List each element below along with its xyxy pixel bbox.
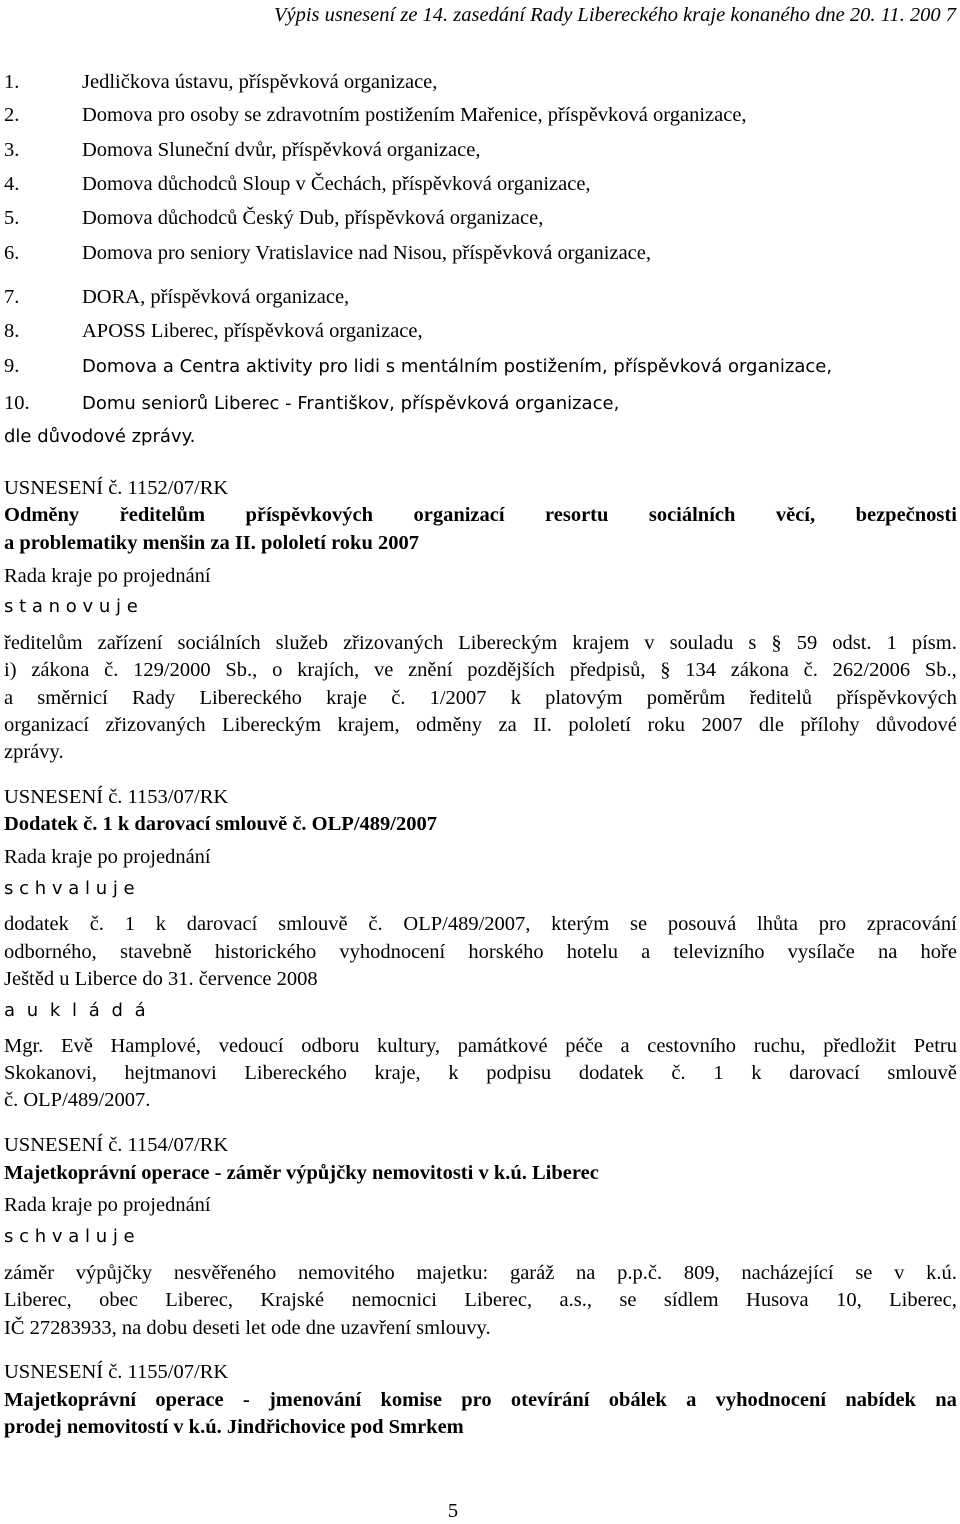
list-item-text: Domova důchodců Český Dub, příspěvková organizace, [82, 207, 544, 229]
resolution-1153-body-line3: Ještěd u Liberce do 31. července 2008 [4, 968, 318, 990]
list-item [4, 140, 480, 161]
list-item-text: Domova pro osoby se zdravotním postižením Mařenice, příspěvková organizace, [82, 104, 747, 126]
list-item [4, 287, 349, 308]
list-item-number: 4. [4, 173, 20, 195]
resolution-1153-body-line2: odborného, stavebně historického vyhodnocení horského hotelu a televizního vysílače na hoře [4, 941, 957, 963]
resolution-1152-body-line2: i) zákona č. 129/2000 Sb., o krajích, ve znění pozdějších předpisů, § 134 zákona č. 262/2006 Sb., [4, 659, 957, 681]
list-end: dle důvodové zprávy. [4, 426, 196, 447]
page-number: 5 [447, 1500, 459, 1522]
list-item-number: 3. [4, 139, 20, 161]
resolution-1154-body-line3: IČ 27283933, na dobu deseti let ode dne uzavření smlouvy. [4, 1317, 491, 1339]
list-item-number: 7. [4, 286, 20, 308]
list-item-text: Domova a Centra aktivity pro lidi s mentálním postižením, příspěvková organizace, [82, 356, 833, 377]
resolution-1153-verb: s c h v a l u j e [4, 878, 135, 899]
list-item-text: Domova důchodců Sloup v Čechách, příspěvková organizace, [82, 173, 591, 195]
list-item [4, 105, 747, 126]
resolution-1155-title-line1: Majetkoprávní operace - jmenování komise pro otevírání obálek a vyhodnocení nabídek na [4, 1389, 957, 1411]
resolution-1154-rada: Rada kraje po projednání [4, 1194, 211, 1216]
list-item [4, 393, 619, 414]
resolution-1152-number: USNESENÍ č. 1152/07/RK [4, 477, 229, 499]
list-item [4, 321, 423, 342]
resolution-1153-body2-line2: Skokanovi, hejtmanovi Libereckého kraje, k podpisu dodatek č. 1 k darovací smlouvě [4, 1062, 957, 1084]
resolution-1154-number: USNESENÍ č. 1154/07/RK [4, 1134, 229, 1156]
resolution-1155-number: USNESENÍ č. 1155/07/RK [4, 1361, 229, 1383]
list-item-number: 1. [4, 71, 20, 93]
list-item-text: Domova pro seniory Vratislavice nad Nisou, příspěvková organizace, [82, 242, 652, 264]
list-item [4, 208, 543, 229]
resolution-1153-title: Dodatek č. 1 k darovací smlouvě č. OLP/489/2007 [4, 813, 437, 835]
list-item-text: Domova Sluneční dvůr, příspěvková organizace, [82, 139, 481, 161]
resolution-1153-body-line1: dodatek č. 1 k darovací smlouvě č. OLP/489/2007, kterým se posouvá lhůta pro zpracování [4, 913, 957, 935]
resolution-1153-verb2: a u k l á d á [4, 1000, 149, 1021]
list-item-number: 9. [4, 355, 20, 377]
page-header: Výpis usnesení ze 14. zasedání Rady Libereckého kraje konaného dne 20. 11. 200 7 [273, 4, 956, 26]
resolution-1154-body-line2: Liberec, obec Liberec, Krajské nemocnici Liberec, a.s., se sídlem Husova 10, Liberec, [4, 1289, 957, 1311]
list-item-text: DORA, příspěvková organizace, [82, 286, 350, 308]
resolution-1153-body2-line3: č. OLP/489/2007. [4, 1089, 151, 1111]
list-item-number: 8. [4, 320, 20, 342]
resolution-1154-body-line1: záměr výpůjčky nesvěřeného nemovitého majetku: garáž na p.p.č. 809, nacházející se v k.ú. [4, 1262, 957, 1284]
resolution-1154-verb: s c h v a l u j e [4, 1226, 135, 1247]
list-item [4, 356, 832, 377]
list-item-text: Jedličkova ústavu, příspěvková organizace, [82, 71, 438, 93]
list-item [4, 72, 437, 93]
list-item-number: 10. [4, 392, 30, 414]
resolution-1152-rada: Rada kraje po projednání [4, 565, 211, 587]
resolution-1152-body-line4: organizací zřizovaných Libereckým krajem, odměny za II. pololetí roku 2007 dle přílohy důvodové [4, 714, 957, 736]
resolution-1152-title-line2: a problematiky menšin za II. pololetí roku 2007 [4, 532, 419, 554]
resolution-1153-body2-line1: Mgr. Evě Hamplové, vedoucí odboru kultury, památkové péče a cestovního ruchu, předložit Petru [4, 1035, 957, 1057]
resolution-1154-title: Majetkoprávní operace - záměr výpůjčky nemovitosti v k.ú. Liberec [4, 1162, 599, 1184]
list-item-text: APOSS Liberec, příspěvková organizace, [82, 320, 423, 342]
resolution-1152-body-line5: zprávy. [4, 741, 64, 763]
resolution-1152-title-line1: Odměny ředitelům příspěvkových organizací resortu sociálních věcí, bezpečnosti [4, 504, 957, 526]
list-item-number: 5. [4, 207, 20, 229]
list-item [4, 243, 651, 264]
list-item-text: Domu seniorů Liberec - Františkov, příspěvková organizace, [82, 393, 620, 414]
list-item [4, 174, 591, 195]
list-item-number: 6. [4, 242, 20, 264]
list-item-number: 2. [4, 104, 20, 126]
resolution-1152-body-line1: ředitelům zařízení sociálních služeb zřizovaných Libereckým krajem v souladu s § 59 odst. 1 písm. [4, 632, 957, 654]
resolution-1153-rada: Rada kraje po projednání [4, 846, 211, 868]
resolution-1153-number: USNESENÍ č. 1153/07/RK [4, 786, 229, 808]
resolution-1155-title-line2: prodej nemovitostí v k.ú. Jindřichovice pod Smrkem [4, 1416, 464, 1438]
resolution-1152-body-line3: a směrnicí Rady Libereckého kraje č. 1/2007 k platovým poměrům ředitelů příspěvkových [4, 687, 957, 709]
resolution-1152-verb: s t a n o v u j e [4, 596, 138, 617]
